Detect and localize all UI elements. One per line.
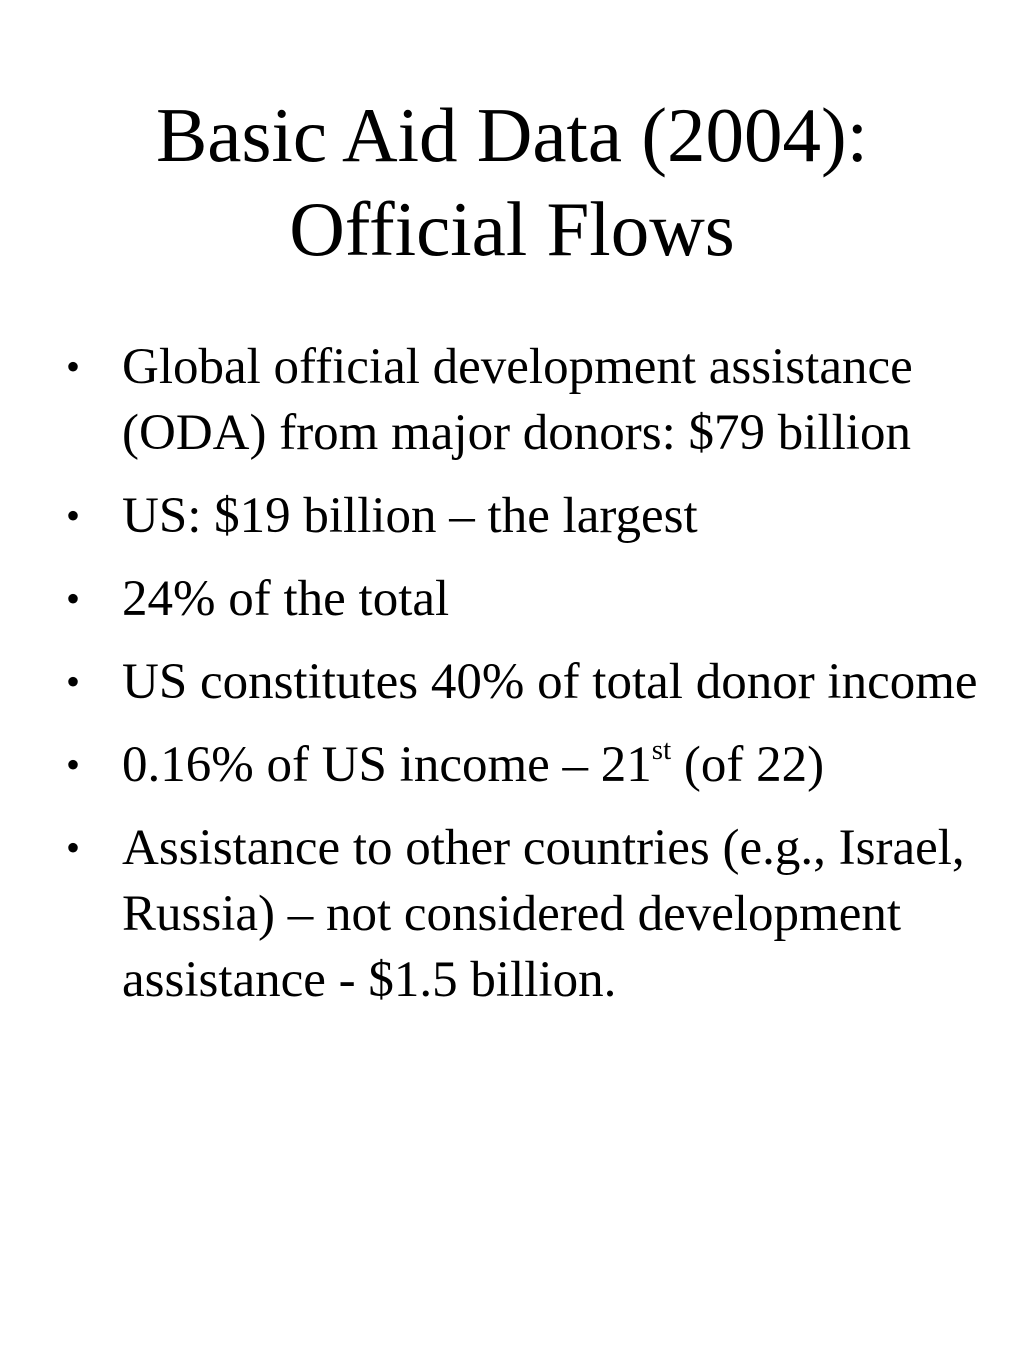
bullet-text: Assistance to other countries (e.g., Israel, Russia) – not considered development assistance - $1.5 billion.	[122, 820, 965, 1008]
bullet-item-donor-income	[0, 649, 1024, 715]
bullet-text-before: 0.16% of US income – 21	[122, 737, 652, 793]
bullet-item-global-oda	[0, 334, 1024, 466]
bullet-text: Global official development assistance (ODA) from major donors: $79 billion	[122, 339, 913, 461]
ordinal-superscript: st	[651, 734, 672, 766]
bullet-text: US constitutes 40% of total donor income	[122, 654, 978, 710]
bullet-dot-icon: •	[66, 344, 81, 389]
bullet-dot-icon: •	[66, 659, 81, 704]
bullet-text: 24% of the total	[122, 571, 450, 627]
bullet-dot-icon: •	[66, 493, 81, 538]
bullet-dot-icon: •	[66, 576, 81, 621]
bullet-text-after: (of 22)	[671, 737, 825, 793]
bullet-item-us-amount	[0, 483, 1024, 549]
bullet-item-other-assistance	[0, 815, 1024, 1013]
bullet-item-us-income-rank	[0, 732, 1024, 798]
bullet-dot-icon: •	[66, 742, 81, 787]
slide-title	[40, 88, 984, 276]
bullet-list	[0, 334, 1024, 1030]
bullet-text: US: $19 billion – the largest	[122, 488, 698, 544]
bullet-item-share-total	[0, 566, 1024, 632]
title-line-2: Official Flows	[289, 186, 735, 272]
bullet-dot-icon: •	[66, 825, 81, 870]
title-line-1: Basic Aid Data (2004):	[155, 92, 869, 178]
